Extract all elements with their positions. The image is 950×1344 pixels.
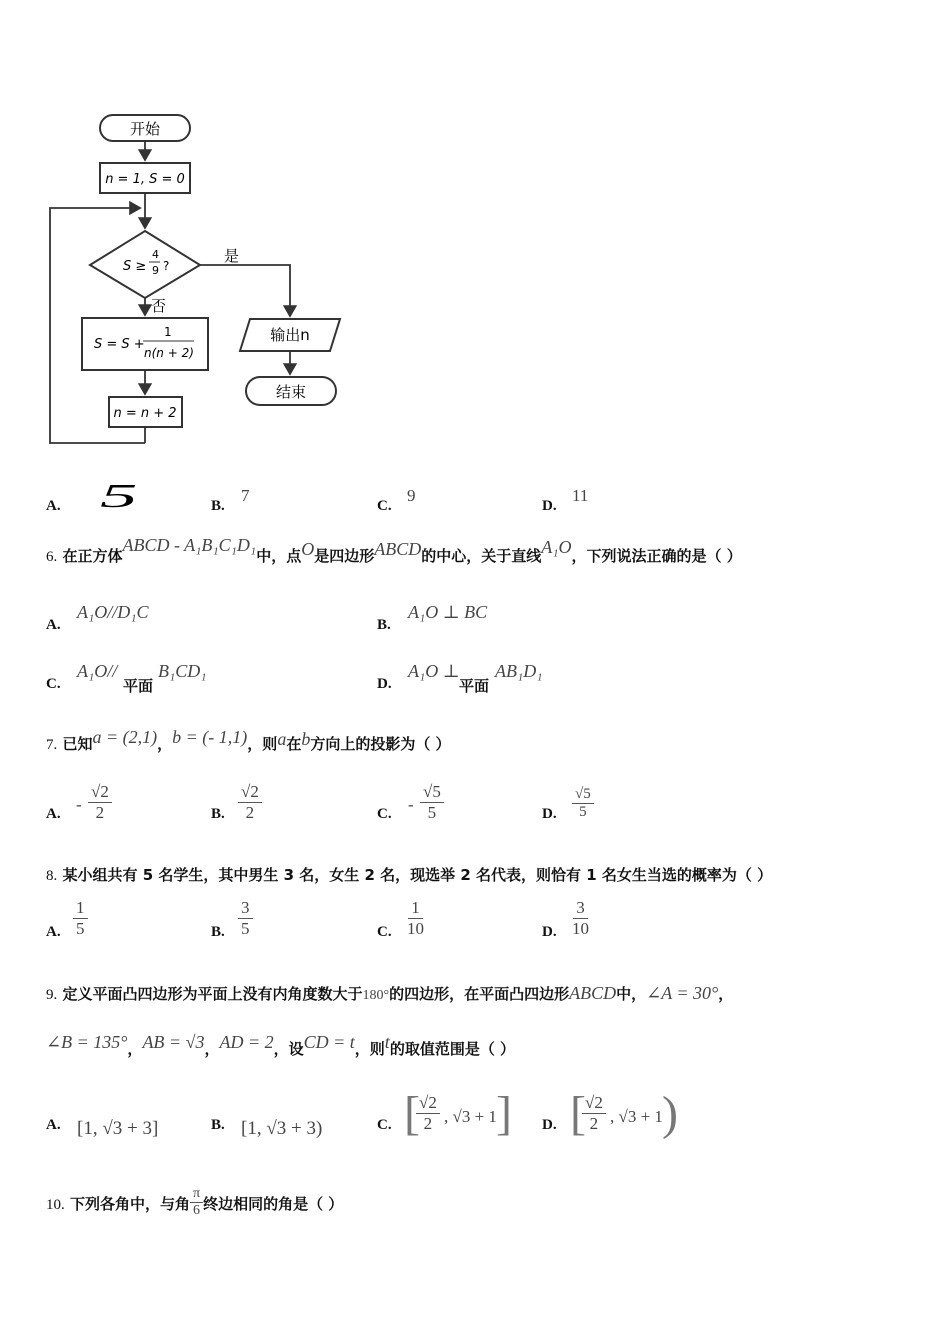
q7-option-a-sign: - xyxy=(76,795,82,814)
q5-option-b-letter: B. xyxy=(211,498,225,514)
q9-ab: AB = √3 xyxy=(142,1032,205,1052)
q7-b: b xyxy=(301,729,311,749)
q9-option-b-value: [1, √3 + 3) xyxy=(241,1118,323,1139)
question-9-line-2 xyxy=(46,1032,516,1059)
q7-option-b-frac xyxy=(238,782,262,822)
q7-option-d-frac xyxy=(572,786,594,822)
q6-option-c-math2: B₁CD₁ xyxy=(158,661,207,681)
question-9-line-1 xyxy=(46,983,733,1004)
question-10 xyxy=(46,1188,343,1221)
q9-option-d-num: √2 xyxy=(582,1093,606,1114)
q8-option-a-den: 5 xyxy=(76,918,85,938)
q6-option-a-letter: A. xyxy=(46,617,61,633)
flow-yes-label: 是 xyxy=(224,247,240,265)
question-8 xyxy=(46,864,772,885)
q7-option-a-frac xyxy=(88,782,112,822)
q8-option-d-letter: D. xyxy=(542,924,557,940)
flow-init-label: n = 1, S = 0 xyxy=(105,172,185,187)
q9-option-a-value: [1, √3 + 3] xyxy=(77,1118,159,1139)
q7-vector-b: b = (- 1,1) xyxy=(172,727,248,747)
q10-frac xyxy=(190,1186,203,1219)
q5-option-a-letter: A. xyxy=(46,498,61,514)
q7-option-b-num: √2 xyxy=(238,782,262,803)
q9-ad: AD = 2 xyxy=(219,1032,274,1052)
q8-option-b-frac xyxy=(238,898,253,938)
q9-text-2: 的四边形，在平面凸四边形 xyxy=(389,985,570,1003)
q5-option-a-value: 5 xyxy=(100,478,138,515)
flow-update-s-den: n(n + 2) xyxy=(144,346,194,360)
flow-update-s-num: 1 xyxy=(164,325,172,339)
q6-option-d-math2: AB₁D₁ xyxy=(495,661,543,681)
q6-option-b-letter: B. xyxy=(377,617,391,633)
q5-option-c-value: 9 xyxy=(407,486,416,505)
q5-option-c-letter: C. xyxy=(377,498,392,514)
q7-vector-a: a = (2,1) xyxy=(92,727,158,747)
q9-option-d-open: [ xyxy=(570,1087,586,1140)
q8-option-b-letter: B. xyxy=(211,924,225,940)
q8-option-c-letter: C. xyxy=(377,924,392,940)
q9-option-d-letter: D. xyxy=(542,1117,557,1133)
question-6 xyxy=(46,535,742,566)
q9-option-c-num: √2 xyxy=(416,1093,440,1114)
q6-cube: ABCD - A₁B₁C₁D₁ xyxy=(122,535,257,555)
q8-option-d-num: 3 xyxy=(573,898,588,919)
q10-den: 6 xyxy=(193,1203,201,1219)
q9-option-d-close: ) xyxy=(662,1087,678,1140)
q9-option-a-letter: A. xyxy=(46,1117,61,1133)
q9-option-c-frac xyxy=(416,1093,440,1133)
q10-number: 10. xyxy=(46,1197,65,1214)
q6-text-1: 在正方体 xyxy=(62,547,123,565)
q9-t: t xyxy=(384,1032,390,1052)
q7-text-4: 方向上的投影为（ ） xyxy=(310,735,451,753)
q6-number: 6. xyxy=(46,549,58,565)
flow-update-n-label: n = n + 2 xyxy=(113,406,177,421)
q8-option-d-frac xyxy=(569,898,592,938)
flow-update-s-label: S = S + xyxy=(94,337,145,352)
flow-no-label: 否 xyxy=(151,297,167,315)
q8-option-c-num: 1 xyxy=(408,898,423,919)
q9-cd: CD = t xyxy=(303,1032,355,1052)
flowchart xyxy=(40,108,350,453)
q8-option-d-den: 10 xyxy=(572,918,589,938)
q6-option-d-text: 平面 xyxy=(459,677,490,695)
q7-option-d-den: 5 xyxy=(579,804,587,821)
q9-text-5: ，设 xyxy=(273,1040,304,1058)
q5-option-d-letter: D. xyxy=(542,498,557,514)
q9-number: 9. xyxy=(46,987,58,1003)
q7-option-d-num: √5 xyxy=(572,786,594,804)
q7-option-d-letter: D. xyxy=(542,806,557,822)
q8-option-a-letter: A. xyxy=(46,924,61,940)
flow-output-label: 输出n xyxy=(270,326,310,344)
q9-option-d-rest: , √3 + 1 xyxy=(610,1107,663,1126)
q9-option-c-close: ] xyxy=(496,1087,512,1140)
flow-condition-den: 9 xyxy=(152,264,159,277)
q8-option-b-den: 5 xyxy=(241,918,250,938)
q6-text-3: 是四边形 xyxy=(314,547,375,565)
q7-text-1: 已知 xyxy=(62,735,93,753)
flow-end-label: 结束 xyxy=(275,383,307,401)
q7-option-c-letter: C. xyxy=(377,806,392,822)
q7-option-b-den: 2 xyxy=(245,802,255,822)
q6-text-4: 的中心，关于直线 xyxy=(421,547,542,565)
q9-degree: 180° xyxy=(362,988,390,1003)
q6-option-b-math: A₁O ⊥ BC xyxy=(408,602,488,622)
q7-option-c-num: √5 xyxy=(420,782,444,803)
q7-option-c-frac xyxy=(420,782,444,822)
q6-option-a-math: A₁O//D₁C xyxy=(77,602,149,622)
q5-option-b-value: 7 xyxy=(241,486,250,505)
q9-option-c-letter: C. xyxy=(377,1117,392,1133)
q6-option-d-letter: D. xyxy=(377,676,392,692)
flow-condition-num: 4 xyxy=(152,248,159,261)
flow-start-label: 开始 xyxy=(129,120,161,138)
q8-option-b-num: 3 xyxy=(238,898,253,919)
q9-text-1: 定义平面凸四边形为平面上没有内角度数大于 xyxy=(62,985,363,1003)
q7-option-a-den: 2 xyxy=(95,802,105,822)
q9-option-c-den: 2 xyxy=(423,1113,433,1133)
q9-text-6: ，则 xyxy=(354,1040,385,1058)
q8-number: 8. xyxy=(46,868,58,884)
q9-text-3: 中， xyxy=(616,985,647,1003)
q7-option-a-num: √2 xyxy=(88,782,112,803)
q6-text-2: 中，点 xyxy=(256,547,302,565)
q7-text-2: ，则 xyxy=(247,735,278,753)
q9-comma-2: ， xyxy=(204,1040,220,1058)
q6-option-c-letter: C. xyxy=(46,676,61,692)
q7-option-a-letter: A. xyxy=(46,806,61,822)
q7-sep: ， xyxy=(157,735,173,753)
q9-option-d-frac xyxy=(582,1093,606,1133)
q10-num: π xyxy=(190,1186,203,1203)
q5-option-d-value: 11 xyxy=(572,486,589,505)
q9-option-b-letter: B. xyxy=(211,1117,225,1133)
q6-option-d-math: A₁O ⊥ xyxy=(408,661,460,681)
q8-option-c-den: 10 xyxy=(407,918,424,938)
q9-abcd: ABCD xyxy=(569,983,617,1003)
q7-option-b-letter: B. xyxy=(211,806,225,822)
q6-option-c-text: 平面 xyxy=(123,677,154,695)
q9-angle-a: ∠A = 30° xyxy=(646,983,719,1003)
q9-text-4: ， xyxy=(718,985,734,1003)
q9-angle-b: ∠B = 135° xyxy=(46,1032,128,1052)
q9-comma-1: ， xyxy=(127,1040,143,1058)
q7-text-3: 在 xyxy=(286,735,302,753)
q7-option-c-sign: - xyxy=(408,795,414,814)
q9-option-d-den: 2 xyxy=(589,1113,599,1133)
q6-point-o: O xyxy=(301,539,315,559)
q9-text-7: 的取值范围是（ ） xyxy=(389,1040,516,1058)
q8-text: 某小组共有 5 名学生，其中男生 3 名，女生 2 名，现选举 2 名代表，则恰有 1 名女生当选的概率为（ ） xyxy=(62,866,773,884)
flow-condition-q: ? xyxy=(163,259,170,273)
q9-option-c-rest: , √3 + 1 xyxy=(444,1107,497,1126)
q8-option-a-num: 1 xyxy=(73,898,88,919)
question-7 xyxy=(46,727,451,754)
q6-option-c-math: A₁O// xyxy=(77,661,118,681)
q8-option-c-frac xyxy=(404,898,427,938)
q7-a: a xyxy=(277,729,287,749)
q9-option-c-open: [ xyxy=(404,1087,420,1140)
q6-text-5: ，下列说法正确的是（ ） xyxy=(571,547,742,565)
q6-line: A₁O xyxy=(541,537,572,557)
q6-abcd: ABCD xyxy=(374,539,422,559)
q10-text-2: 终边相同的角是（ ） xyxy=(203,1195,344,1214)
flow-condition-label: S ≥ xyxy=(123,259,147,274)
q8-option-a-frac xyxy=(73,898,88,938)
q7-number: 7. xyxy=(46,737,58,753)
q7-option-c-den: 5 xyxy=(427,802,437,822)
q10-text-1: 下列各角中，与角 xyxy=(69,1195,190,1214)
